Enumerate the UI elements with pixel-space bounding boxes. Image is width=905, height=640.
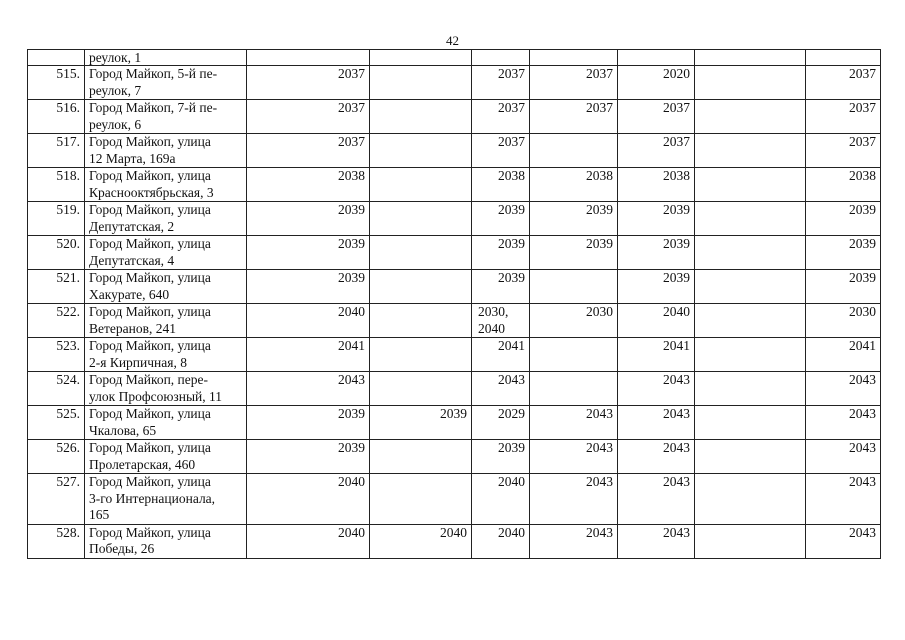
cell-year: 2038 xyxy=(806,168,881,202)
cell-year: 2039 xyxy=(530,236,618,270)
cell-year: 2037 xyxy=(530,66,618,100)
cell-year: 2039 xyxy=(247,406,370,440)
cell-year xyxy=(695,50,806,66)
cell-year: 2020 xyxy=(618,66,695,100)
cell-year xyxy=(472,50,530,66)
cell-year xyxy=(370,338,472,372)
cell-year: 2039 xyxy=(370,406,472,440)
cell-address xyxy=(85,440,247,474)
cell-year xyxy=(695,66,806,100)
address-line: Город Майкоп, улица xyxy=(89,270,211,285)
cell-address xyxy=(85,134,247,168)
cell-year: 2043 xyxy=(618,372,695,406)
address-line: 2-я Кирпичная, 8 xyxy=(89,354,187,370)
cell-year xyxy=(695,524,806,558)
cell-year: 2039 xyxy=(806,270,881,304)
cell-year: 2043 xyxy=(530,524,618,558)
cell-year: 2037 xyxy=(530,100,618,134)
cell-year: 2043 xyxy=(806,406,881,440)
cell-year: 2037 xyxy=(247,134,370,168)
cell-year: 2043 xyxy=(472,372,530,406)
cell-year: 2029 xyxy=(472,406,530,440)
cell-year: 2039 xyxy=(618,236,695,270)
address-line: Город Майкоп, 5-й пе- xyxy=(89,66,218,81)
cell-year: 2043 xyxy=(806,372,881,406)
cell-year: 2040 xyxy=(247,304,370,338)
address-line: Город Майкоп, улица xyxy=(89,474,211,489)
cell-year: 2043 xyxy=(618,474,695,525)
cell-year xyxy=(806,50,881,66)
cell-year: 2037 xyxy=(472,66,530,100)
cell-year: 2041 xyxy=(806,338,881,372)
cell-year: 2040 xyxy=(472,524,530,558)
cell-year xyxy=(370,440,472,474)
cell-year xyxy=(530,134,618,168)
cell-num: 517. xyxy=(28,134,85,168)
address-line: Город Майкоп, улица xyxy=(89,304,211,319)
cell-year: 2039 xyxy=(618,270,695,304)
cell-year xyxy=(370,100,472,134)
cell-year: 2030 xyxy=(806,304,881,338)
cell-address xyxy=(85,100,247,134)
cell-year xyxy=(370,474,472,525)
cell-year: 2043 xyxy=(806,440,881,474)
cell-address xyxy=(85,236,247,270)
table-row xyxy=(28,168,881,202)
table-row xyxy=(28,236,881,270)
cell-address: реулок, 1 xyxy=(85,50,247,66)
cell-year: 2043 xyxy=(530,474,618,525)
cell-year: 2039 xyxy=(806,202,881,236)
table-body xyxy=(28,50,881,559)
cell-year: 2040 xyxy=(247,524,370,558)
cell-year: 2037 xyxy=(806,134,881,168)
table-row xyxy=(28,524,881,558)
cell-year xyxy=(370,168,472,202)
cell-year xyxy=(370,236,472,270)
address-line: Победы, 26 xyxy=(89,541,155,556)
cell-num: 527. xyxy=(28,474,85,525)
cell-year xyxy=(695,406,806,440)
address-line: Город Майкоп, улица xyxy=(89,338,211,353)
address-line: 12 Марта, 169а xyxy=(89,150,176,166)
cell-address xyxy=(85,524,247,558)
cell-address xyxy=(85,66,247,100)
cell-year: 2040 xyxy=(618,304,695,338)
address-line: Город Майкоп, улица xyxy=(89,236,211,251)
cell-year xyxy=(695,474,806,525)
table-row xyxy=(28,474,881,525)
table-row xyxy=(28,134,881,168)
cell-year xyxy=(370,304,472,338)
cell-year: 2037 xyxy=(618,100,695,134)
cell-year: 2039 xyxy=(472,202,530,236)
cell-year: 2039 xyxy=(618,202,695,236)
cell-year xyxy=(695,236,806,270)
cell-year xyxy=(370,50,472,66)
cell-year xyxy=(695,100,806,134)
cell-year xyxy=(618,50,695,66)
address-line: Пролетарская, 460 xyxy=(89,456,196,472)
cell-year xyxy=(530,338,618,372)
table-row xyxy=(28,406,881,440)
cell-year xyxy=(695,338,806,372)
cell-address xyxy=(85,372,247,406)
cell-year xyxy=(530,270,618,304)
cell-year xyxy=(695,304,806,338)
address-line: реулок, 6 xyxy=(89,116,142,132)
address-line: Город Майкоп, пере- xyxy=(89,372,208,387)
cell-address xyxy=(85,270,247,304)
table-row xyxy=(28,372,881,406)
address-line: Чкалова, 65 xyxy=(89,422,157,438)
cell-num: 528. xyxy=(28,524,85,558)
address-line: Краснооктябрьская, 3 xyxy=(89,184,214,200)
cell-year: 2030 xyxy=(530,304,618,338)
address-line: Хакурате, 640 xyxy=(89,286,170,302)
table-row xyxy=(28,100,881,134)
cell-year: 2040 xyxy=(472,474,530,525)
address-line: 3-го Интернационала, xyxy=(89,490,216,506)
address-line: Депутатская, 2 xyxy=(89,218,175,234)
cell-year: 2038 xyxy=(618,168,695,202)
address-line: Город Майкоп, улица xyxy=(89,134,211,149)
cell-year: 2037 xyxy=(472,134,530,168)
cell-year xyxy=(530,372,618,406)
table-row xyxy=(28,66,881,100)
cell-year xyxy=(370,134,472,168)
cell-num: 525. xyxy=(28,406,85,440)
cell-year: 2037 xyxy=(247,66,370,100)
cell-year xyxy=(695,134,806,168)
cell-year xyxy=(695,168,806,202)
cell-year: 2039 xyxy=(472,440,530,474)
cell-address xyxy=(85,474,247,525)
cell-year xyxy=(370,202,472,236)
cell-year: 2041 xyxy=(618,338,695,372)
cell-year: 2037 xyxy=(247,100,370,134)
cell-year xyxy=(695,440,806,474)
table-row xyxy=(28,440,881,474)
cell-num: 518. xyxy=(28,168,85,202)
cell-num: 526. xyxy=(28,440,85,474)
cell-year: 2043 xyxy=(247,372,370,406)
continuation-row xyxy=(28,50,881,66)
cell-year xyxy=(370,270,472,304)
address-line: реулок, 7 xyxy=(89,82,142,98)
cell-year xyxy=(695,270,806,304)
table-row xyxy=(28,338,881,372)
cell-year xyxy=(247,50,370,66)
cell-num: 521. xyxy=(28,270,85,304)
cell-year: 2039 xyxy=(472,236,530,270)
cell-year: 2037 xyxy=(618,134,695,168)
cell-year xyxy=(370,66,472,100)
cell-year: 2038 xyxy=(247,168,370,202)
cell-year: 2039 xyxy=(247,202,370,236)
cell-year: 2039 xyxy=(472,270,530,304)
address-line: Депутатская, 4 xyxy=(89,252,175,268)
address-line: Город Майкоп, улица xyxy=(89,202,211,217)
table-row xyxy=(28,270,881,304)
cell-num: 519. xyxy=(28,202,85,236)
cell-year: 2039 xyxy=(247,270,370,304)
cell-year xyxy=(695,372,806,406)
cell-address xyxy=(85,168,247,202)
cell-year xyxy=(695,202,806,236)
cell-address xyxy=(85,406,247,440)
address-line: 165 xyxy=(89,507,110,522)
cell-year: 2043 xyxy=(530,406,618,440)
cell-year: 2038 xyxy=(472,168,530,202)
table-row xyxy=(28,202,881,236)
cell-num: 515. xyxy=(28,66,85,100)
cell-num: 520. xyxy=(28,236,85,270)
page-number: 42 xyxy=(446,33,459,48)
cell-year: 2043 xyxy=(806,524,881,558)
cell-year: 2043 xyxy=(618,524,695,558)
cell-year: 2040 xyxy=(247,474,370,525)
cell-num xyxy=(28,50,85,66)
cell-year: 2043 xyxy=(806,474,881,525)
cell-num: 523. xyxy=(28,338,85,372)
table-row xyxy=(28,304,881,338)
cell-year: 2040 xyxy=(370,524,472,558)
address-line: Город Майкоп, улица xyxy=(89,406,211,421)
cell-year: 2041 xyxy=(472,338,530,372)
cell-year: 2037 xyxy=(806,100,881,134)
cell-address xyxy=(85,338,247,372)
address-line: Город Майкоп, 7-й пе- xyxy=(89,100,218,115)
address-line: Город Майкоп, улица xyxy=(89,524,211,540)
cell-year: 2039 xyxy=(806,236,881,270)
cell-year: 2043 xyxy=(618,406,695,440)
cell-year: 2030, 2040 xyxy=(472,304,530,338)
cell-year xyxy=(370,372,472,406)
address-line: Город Майкоп, улица xyxy=(89,168,211,183)
address-line: улок Профсоюзный, 11 xyxy=(89,388,223,404)
cell-year: 2043 xyxy=(530,440,618,474)
cell-year: 2037 xyxy=(472,100,530,134)
cell-num: 516. xyxy=(28,100,85,134)
cell-year: 2039 xyxy=(530,202,618,236)
cell-address xyxy=(85,202,247,236)
cell-year: 2037 xyxy=(806,66,881,100)
repair-schedule-table xyxy=(27,49,881,559)
cell-num: 524. xyxy=(28,372,85,406)
cell-year: 2043 xyxy=(618,440,695,474)
address-line: Город Майкоп, улица xyxy=(89,440,211,455)
cell-year: 2038 xyxy=(530,168,618,202)
cell-year: 2041 xyxy=(247,338,370,372)
cell-num: 522. xyxy=(28,304,85,338)
cell-address xyxy=(85,304,247,338)
address-line: Ветеранов, 241 xyxy=(89,320,176,336)
cell-year xyxy=(530,50,618,66)
cell-year: 2039 xyxy=(247,440,370,474)
cell-year: 2039 xyxy=(247,236,370,270)
